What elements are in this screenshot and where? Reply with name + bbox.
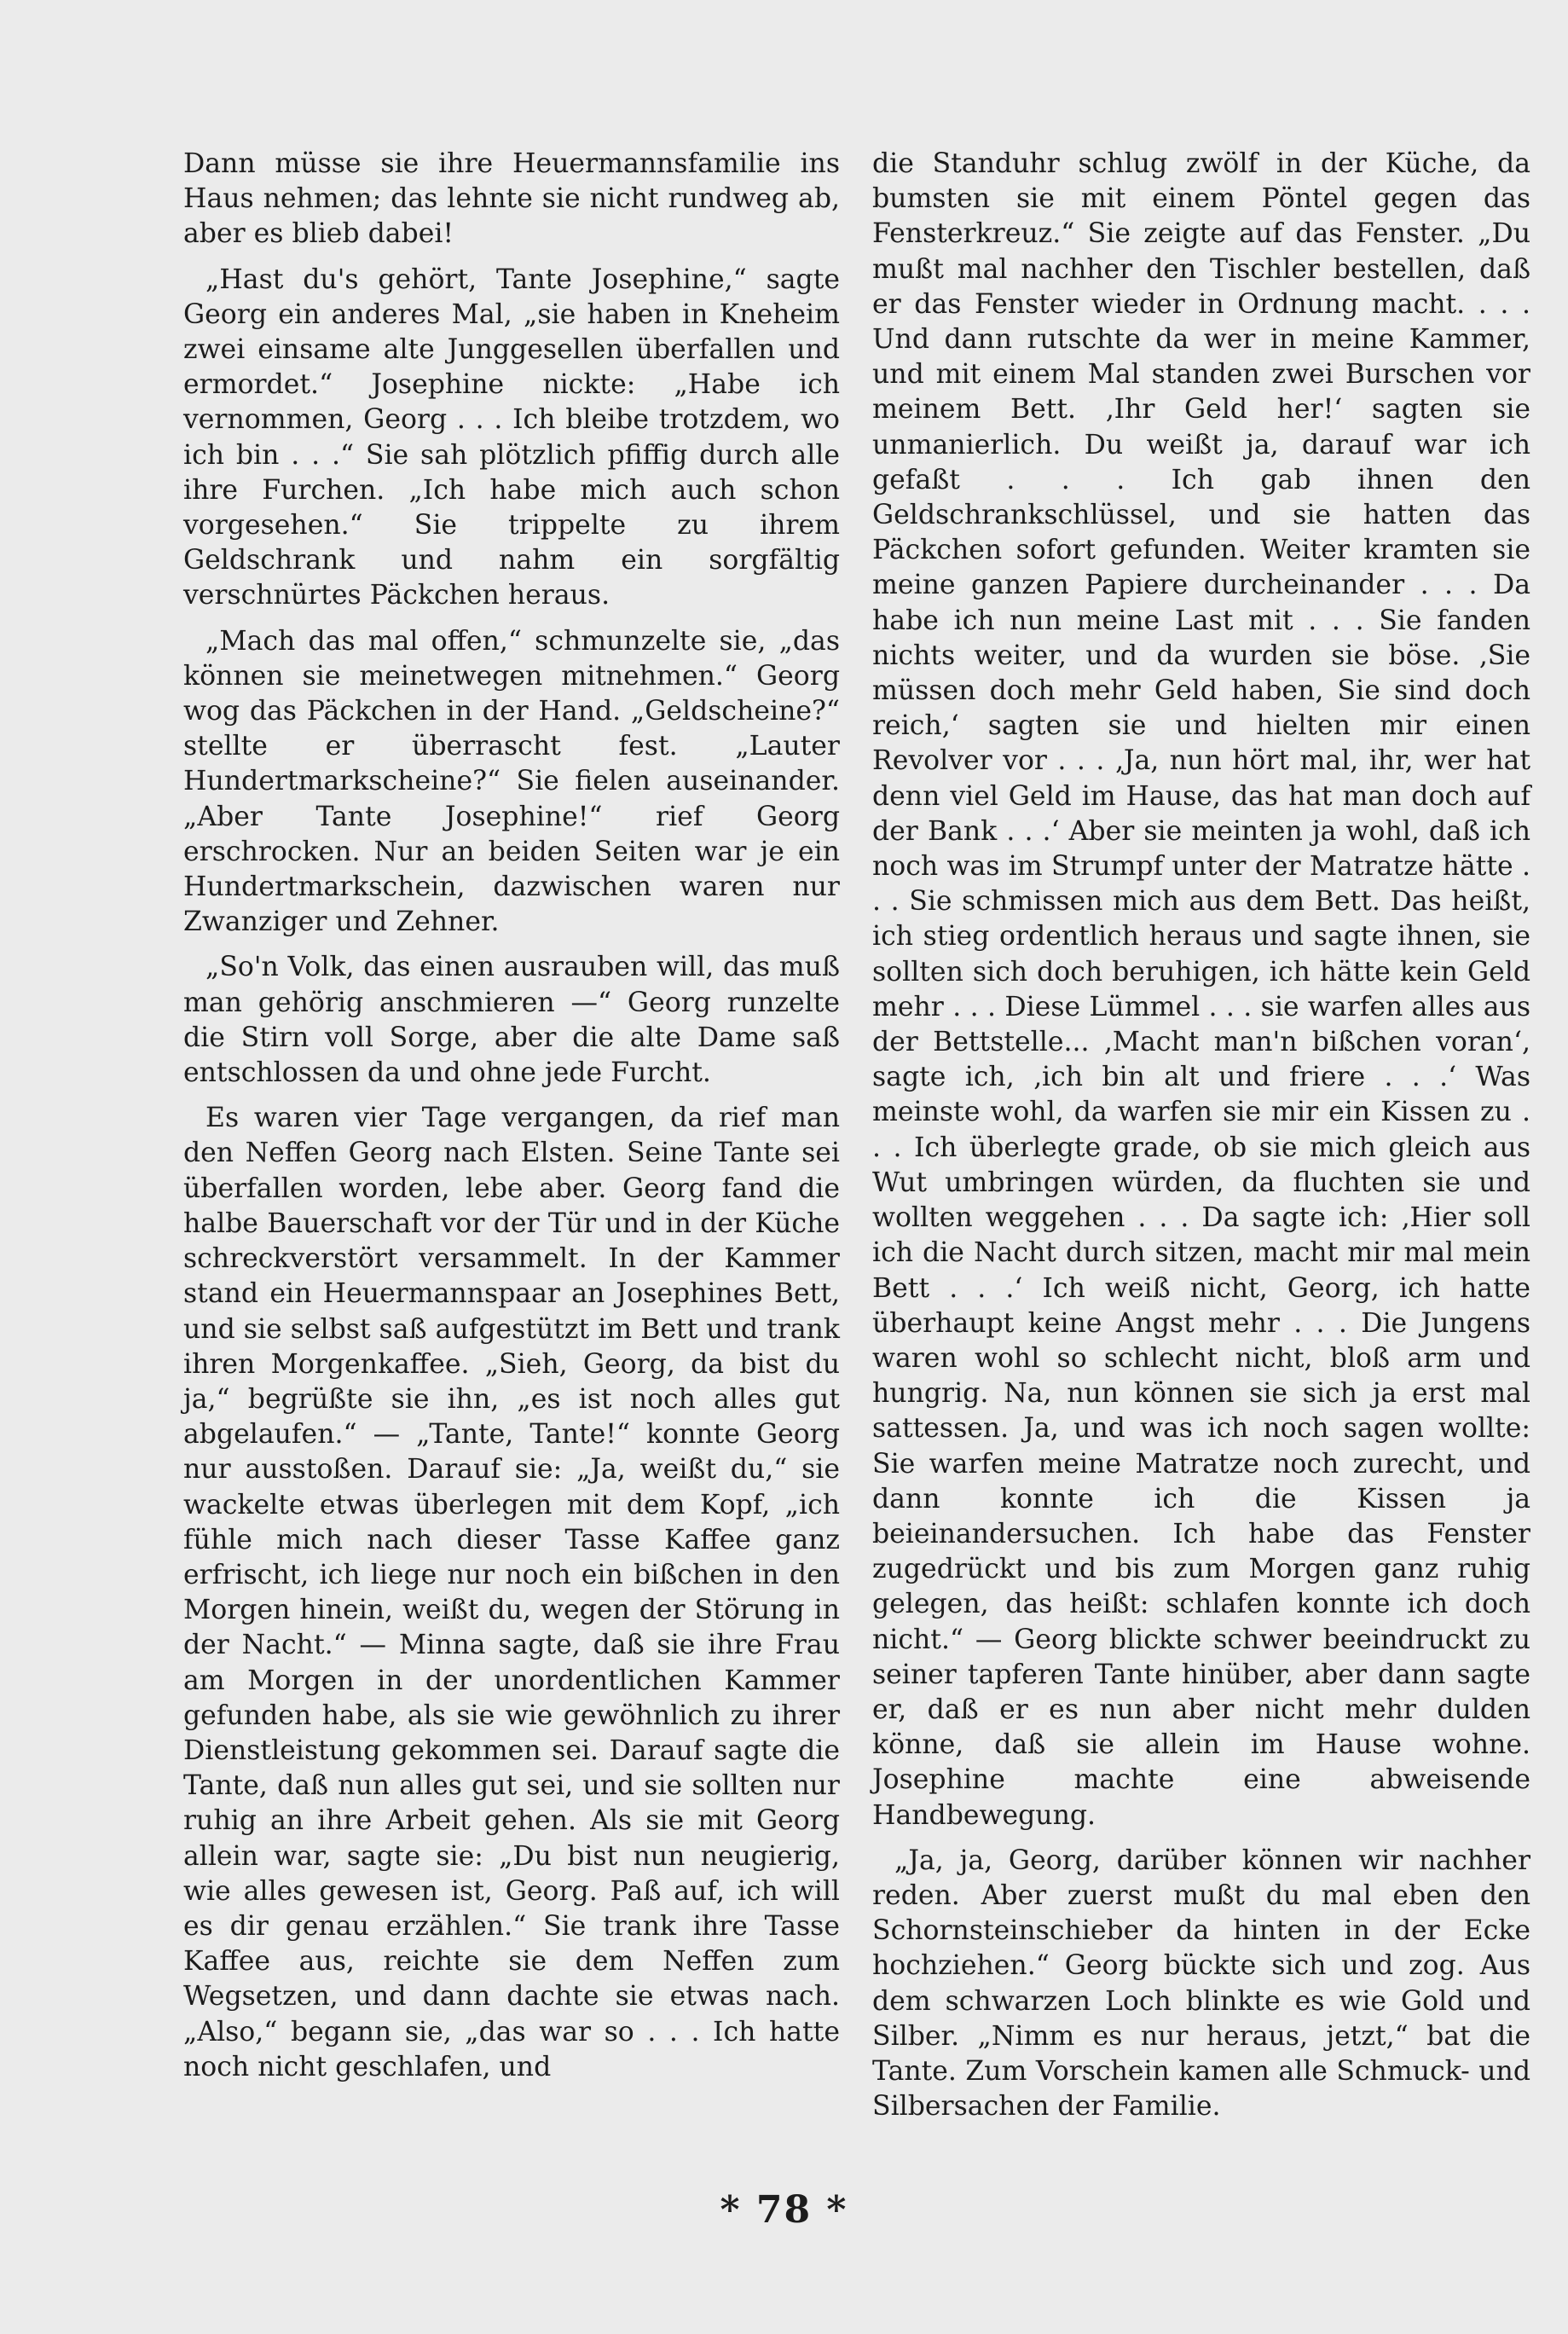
paragraph: „Ja, ja, Georg, darüber können wir nachher reden. Aber zuerst mußt du mal eben den Schornsteinschieber da hinten in der Ecke hochziehen.“ Georg bückte sich und zog. Aus dem schwarzen Loch blinkte es wie Gold und Silber. „Nimm es nur heraus, jetzt,“ bat die Tante. Zum Vorschein kamen alle Schmuck- und Silbersachen der Familie. (872, 1845, 1530, 2123)
paragraph: „Mach das mal offen,“ schmunzelte sie, „das können sie meinetwegen mitnehmen.“ Georg wog das Päckchen in der Hand. „Geldscheine?“ stellte er überrascht fest. „Lauter Hundertmarkscheine?“ Sie fielen auseinander. „Aber Tante Josephine!“ rief Georg erschrocken. Nur an beiden Seiten war je ein Hundertmarkschein, dazwischen waren nur Zwanziger und Zehner. (183, 625, 840, 938)
paragraph: „So'n Volk, das einen ausrauben will, das muß man gehörig anschmieren —“ Georg runzelte die Stirn voll Sorge, aber die alte Dame saß entschlossen da und ohne jede Furcht. (183, 952, 840, 1089)
page-number: * 78 * (720, 2188, 848, 2232)
paragraph: „Hast du's gehört, Tante Josephine,“ sagte Georg ein anderes Mal, „sie haben in Kneheim zwei einsame alte Junggesellen überfallen und ermordet.“ Josephine nickte: „Habe ich vernommen, Georg . . . Ich bleibe trotzdem, wo ich bin . . .“ Sie sah plötzlich pfiffig durch alle ihre Furchen. „Ich habe mich auch schon vorgesehen.“ Sie trippelte zu ihrem Geldschrank und nahm ein sorgfältig verschnürtes Päckchen heraus. (183, 264, 840, 611)
paragraph: die Standuhr schlug zwölf in der Küche, da bumsten sie mit einem Pöntel gegen das Fensterkreuz.“ Sie zeigte auf das Fenster. „Du mußt mal nachher den Tischler bestellen, daß er das Fenster wieder in Ordnung macht. . . . Und dann rutschte da wer in meine Kammer, und mit einem Mal standen zwei Burschen vor meinem Bett. ‚Ihr Geld her!‘ sagten sie unmanierlich. Du weißt ja, darauf war ich gefaßt . . . Ich gab ihnen den Geldschrankschlüssel, und sie hatten das Päckchen sofort gefunden. Weiter kramten sie meine ganzen Papiere durcheinander . . . Da habe ich nun meine Last mit . . . Sie fanden nichts weiter, und da wurden sie böse. ‚Sie müssen doch mehr Geld haben, Sie sind doch reich,‘ sagten sie und hielten mir einen Revolver vor . . . ‚Ja, nun hört mal, ihr, wer hat denn viel Geld im Hause, das hat man doch auf der Bank . . .‘ Aber sie meinten ja wohl, daß ich noch was im Strumpf unter der Matratze hätte . . . Sie schmissen mich aus dem Bett. Das heißt, ich stieg ordentlich heraus und sagte ihnen, sie sollten sich doch beruhigen, ich hätte kein Geld mehr . . . Diese Lümmel . . . sie warfen alles aus der Bettstelle... ‚Macht man'n bißchen voran‘, sagte ich, ‚ich bin alt und friere . . .‘ Was meinste wohl, da warfen sie mir ein Kissen zu . . . Ich überlegte grade, ob sie mich gleich aus Wut umbringen würden, da fluchten sie und wollten weggehen . . . Da sagte ich: ‚Hier soll ich die Nacht durch sitzen, macht mir mal mein Bett . . .‘ Ich weiß nicht, Georg, ich hatte überhaupt keine Angst mehr . . . Die Jungens waren wohl so schlecht nicht, bloß arm und hungrig. Na, nun können sie sich ja erst mal sattessen. Ja, und was ich noch sagen wollte: Sie warfen meine Matratze noch zurecht, und dann konnte ich die Kissen ja beieinandersuchen. Ich habe das Fenster zugedrückt und bis zum Morgen ganz ruhig gelegen, das heißt: schlafen konnte ich doch nicht.“ — Georg blickte schwer beeindruckt zu seiner tapferen Tante hinüber, aber dann sagte er, daß er es nun aber nicht mehr dulden könne, daß sie allein im Hause wohne. Josephine machte eine abweisende Handbewegung. (872, 148, 1530, 1831)
left-column (183, 147, 840, 2095)
paragraph: Dann müsse sie ihre Heuermannsfamilie ins Haus nehmen; das lehnte sie nicht rundweg ab, aber es blieb dabei! (183, 148, 840, 250)
right-column (872, 147, 1530, 2134)
paragraph: Es waren vier Tage vergangen, da rief man den Neffen Georg nach Elsten. Seine Tante sei überfallen worden, lebe aber. Georg fand die halbe Bauerschaft vor der Tür und in der Küche schreckverstört versammelt. In der Kammer stand ein Heuermannspaar an Josephines Bett, und sie selbst saß aufgestützt im Bett und trank ihren Morgenkaffee. „Sieh, Georg, da bist du ja,“ begrüßte sie ihn, „es ist noch alles gut abgelaufen.“ — „Tante, Tante!“ konnte Georg nur ausstoßen. Darauf sie: „Ja, weißt du,“ sie wackelte etwas überlegen mit dem Kopf, „ich fühle mich nach dieser Tasse Kaffee ganz erfrischt, ich liege nur noch ein bißchen in den Morgen hinein, weißt du, wegen der Störung in der Nacht.“ — Minna sagte, daß sie ihre Frau am Morgen in der unordentlichen Kammer gefunden habe, als sie wie gewöhnlich zu ihrer Dienstleistung gekommen sei. Darauf sagte die Tante, daß nun alles gut sei, und sie sollten nur ruhig an ihre Arbeit gehen. Als sie mit Georg allein war, sagte sie: „Du bist nun neugierig, wie alles gewesen ist, Georg. Paß auf, ich will es dir genau erzählen.“ Sie trank ihre Tasse Kaffee aus, reichte sie dem Neffen zum Wegsetzen, und dann dachte sie etwas nach. „Also,“ begann sie, „das war so . . . Ich hatte noch nicht geschlafen, und (183, 1103, 840, 2082)
